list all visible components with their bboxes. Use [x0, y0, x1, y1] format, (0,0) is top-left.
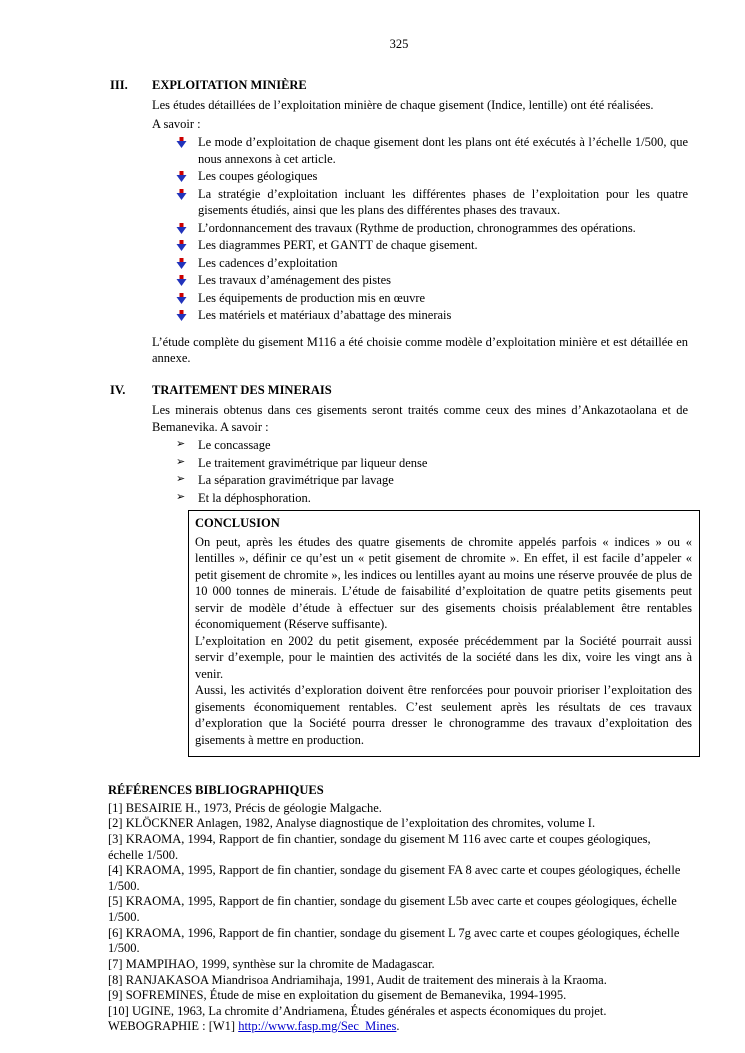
webographie-link[interactable]: http://www.fasp.mg/Sec_Mines	[238, 1019, 397, 1034]
list-item-text: Les travaux d’aménagement des pistes	[198, 273, 391, 287]
references-section	[108, 783, 688, 1035]
reference-item: [10] UGINE, 1963, La chromite d’Andriamena, Études générales et aspects économiques du projet.	[108, 1003, 607, 1018]
list-item-text: Le traitement gravimétrique par liqueur dense	[198, 455, 428, 470]
reference-item: [9] SOFREMINES, Étude de mise en exploitation du gisement de Bemanevika, 1994-1995.	[108, 988, 567, 1003]
list-item-text: Les cadences d’exploitation	[198, 255, 338, 270]
reference-item: [5] KRAOMA, 1995, Rapport de fin chantier, sondage du gisement L5b avec carte et coupes géologiques, échelle 1/500.	[108, 894, 677, 924]
paragraph: On peut, après les études des quatre gisements de chromite appelés parfois « indices » ou « lentilles », définir ce qu’est un « petit gisement de chromite ». En effet, il est facile d’appeler « petit gisement de chromite », les indices ou lentilles ayant au moins une réserve prouvée de plus de 10 000 tonnes de minerais. L’étude de faisabilité d’exploitation de quatre petits gisements peut servir de modèle d’étude à effectuer sur des gisements choisis préalablement être rentables économiquement (Réserve suffisante).	[195, 534, 692, 631]
list-item-text: Les matériels et matériaux d’abattage des minerais	[198, 308, 452, 322]
webographie-line	[108, 1019, 688, 1035]
list-item	[176, 437, 688, 454]
conclusion-title: CONCLUSION	[195, 516, 280, 530]
reference-item: [4] KRAOMA, 1995, Rapport de fin chantier, sondage du gisement FA 8 avec carte et coupes géologiques, échelle 1/500.	[108, 863, 681, 893]
list-item	[176, 455, 688, 472]
webographie-prefix: WEBOGRAPHIE : [W1]	[108, 1019, 239, 1034]
section-number: III.	[110, 77, 128, 92]
list-item	[176, 255, 688, 272]
down-arrow-bullet-icon	[176, 239, 187, 250]
section-body	[152, 402, 692, 757]
list-item-text: Le mode d’exploitation de chaque gisement dont les plans ont été exécutés à l’échelle 1/500, que nous annexons à cet article.	[198, 135, 688, 166]
right-arrowhead-bullet-icon: ➢	[176, 489, 186, 503]
reference-item: [3] KRAOMA, 1994, Rapport de fin chantier, sondage du gisement M 116 avec carte et coupes géologiques, échelle 1/500.	[108, 831, 651, 862]
list-item	[176, 168, 688, 185]
paragraph: Les études détaillées de l’exploitation minière de chaque gisement (Indice, lentille) ont été réalisées.	[152, 98, 654, 112]
list-item-text: La séparation gravimétrique par lavage	[198, 473, 394, 487]
list-item	[176, 272, 688, 289]
section-exploitation-miniere	[110, 77, 688, 367]
list-item	[176, 237, 688, 254]
list-item	[176, 290, 688, 307]
references-title: RÉFÉRENCES BIBLIOGRAPHIQUES	[108, 783, 324, 797]
bullet-list	[176, 134, 688, 324]
reference-item: [7] MAMPIHAO, 1999, synthèse sur la chromite de Madagascar.	[108, 956, 435, 971]
reference-item: [1] BESAIRIE H., 1973, Précis de géologie Malgache.	[108, 800, 382, 815]
right-arrowhead-bullet-icon: ➢	[176, 454, 186, 468]
section-heading	[110, 77, 688, 94]
list-item-text: Le concassage	[198, 438, 271, 452]
list-item	[176, 186, 688, 219]
list-item-text: Les équipements de production mis en œuvre	[198, 290, 426, 305]
list-item	[176, 307, 688, 324]
list-item-text: Les coupes géologiques	[198, 169, 318, 183]
down-arrow-bullet-icon	[176, 257, 187, 268]
list-item-text: La stratégie d’exploitation incluant les différentes phases de l’exploitation pour les quatre gisements étudiés, ainsi que les plans des différentes phases des travaux.	[198, 186, 688, 217]
section-body	[152, 97, 688, 367]
right-arrowhead-bullet-icon: ➢	[176, 437, 186, 450]
page-number: 325	[389, 37, 409, 51]
down-arrow-bullet-icon	[176, 292, 187, 303]
section-traitement-minerais	[110, 382, 692, 758]
down-arrow-bullet-icon	[176, 188, 187, 199]
right-arrowhead-bullet-icon: ➢	[176, 472, 186, 485]
paragraph: Les minerais obtenus dans ces gisements seront traités comme ceux des mines d’Ankazotaolana et de Bemanevika. A savoir :	[152, 403, 688, 434]
webographie-suffix: .	[396, 1019, 400, 1034]
conclusion-box	[188, 510, 700, 757]
list-item	[176, 134, 688, 167]
section-title: EXPLOITATION MINIÈRE	[152, 77, 307, 92]
list-item-text: Les diagrammes PERT, et GANTT de chaque gisement.	[198, 238, 478, 252]
section-number: IV.	[110, 382, 126, 397]
reference-item: [8] RANJAKASOA Miandrisoa Andriamihaja, 1991, Audit de traitement des minerais à la Kraoma.	[108, 972, 607, 987]
paragraph: L’exploitation en 2002 du petit gisement, exposée précédemment par la Société pourrait aussi servir d’exemple, pour le maintien des activités de la société dans les dix, voire les vingt ans à venir.	[195, 633, 692, 681]
list-item	[176, 220, 688, 237]
paragraph: A savoir :	[152, 116, 201, 131]
down-arrow-bullet-icon	[176, 309, 187, 320]
down-arrow-bullet-icon	[176, 222, 187, 233]
paragraph: L’étude complète du gisement M116 a été choisie comme modèle d’exploitation minière et est détaillée en annexe.	[152, 334, 688, 365]
bullet-list	[176, 437, 688, 506]
down-arrow-bullet-icon	[176, 136, 187, 147]
list-item-text: L’ordonnancement des travaux (Rythme de production, chronogrammes des opérations.	[198, 220, 636, 235]
list-item	[176, 490, 688, 507]
section-title: TRAITEMENT DES MINERAIS	[152, 382, 332, 397]
down-arrow-bullet-icon	[176, 170, 187, 181]
list-item-text: Et la déphosphoration.	[198, 490, 311, 505]
section-heading	[110, 382, 688, 399]
list-item	[176, 472, 688, 489]
reference-item: [6] KRAOMA, 1996, Rapport de fin chantier, sondage du gisement L 7g avec carte et coupes géologiques, échelle 1/500.	[108, 925, 680, 956]
down-arrow-bullet-icon	[176, 274, 187, 285]
reference-item: [2] KLÖCKNER Anlagen, 1982, Analyse diagnostique de l’exploitation des chromites, volume I.	[108, 816, 596, 831]
paragraph: Aussi, les activités d’exploration doivent être renforcées pour pouvoir prioriser l’exploitation des gisements économiquement rentables. C’est seulement après les résultats de ces travaux d’exploration que la Société pourra dresser le chronogramme des travaux d’exploitation des gisements à mettre en production.	[195, 683, 692, 747]
